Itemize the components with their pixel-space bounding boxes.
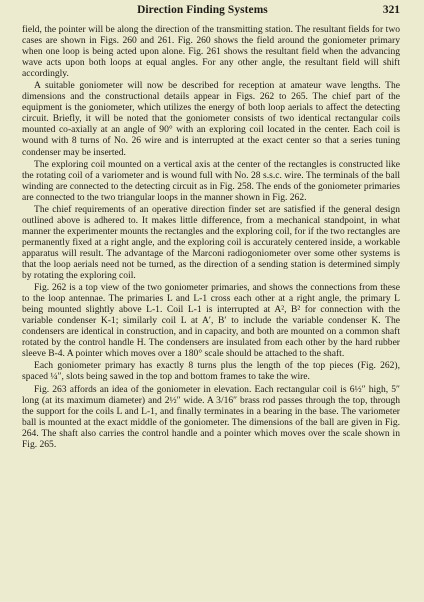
paragraph: The chief requirements of an operative direction finder set are satisfied if the general design outlined above is adhered to. It makes little difference, from a mechanical standpoint, in what manner the experimenter mounts the rectangles and the exploring coil, for if the two rectangles are permanently fixed at a right angle, and the exploring coil is accurately centered inside, a workable apparatus will result. The advantage of the Marconi radiogoniometer over some other systems is that the loop aerials need not be turned, as the direction of a sending station is determined simply by rotating the exploring coil.	[22, 203, 400, 282]
paragraph: field, the pointer will be along the direction of the transmitting station. The resultant fields for two cases are shown in Figs. 260 and 261. Fig. 260 shows the field around the goniometer primary when one loop is being acted upon alone. Fig. 261 shows the resultant field when the advancing wave acts upon both loops at equal angles. For any other angle, the resultant field will shift accordingly.	[22, 24, 400, 80]
page-number: 321	[382, 4, 400, 16]
body-text	[22, 24, 400, 450]
running-header	[22, 4, 400, 24]
paragraph: Fig. 263 affords an idea of the goniometer in elevation. Each rectangular coil is 6½″ high, 5″ long (at its maximum diameter) and 2½″ wide. A 3/16″ brass rod passes through the top, through the support for the coils L and L-1, and finally terminates in a bearing in the base. The variometer ball is mounted at the exact middle of the goniometer. The dimensions of the ball are given in Fig. 264. The shaft also carries the control handle and a pointer which moves over the scale shown in Fig. 265.	[22, 383, 400, 450]
paragraph: Each goniometer primary has exactly 8 turns plus the length of the top pieces (Fig. 262), spaced ¼″, slots being sawed in the top and bottom frames to take the wire.	[22, 360, 400, 383]
paragraph: The exploring coil mounted on a vertical axis at the center of the rectangles is constructed like the rotating coil of a variometer and is wound full with No. 28 s.s.c. wire. The terminals of the ball winding are connected to the detecting circuit as in Fig. 258. The ends of the goniometer primaries are connected to the two triangular loops in the manner shown in Fig. 262.	[22, 158, 400, 203]
paragraph: Fig. 262 is a top view of the two goniometer primaries, and shows the connections from these to the loop antennae. The primaries L and L-1 cross each other at a right angle, the primary L being mounted slightly above L-1. Coil L-1 is interrupted at A², B² for connection with the variable condenser K-1; similarly coil L at A′, B′ to include the variable condenser K. The condensers are identical in construction, and in capacity, and both are mounted on a common shaft rotated by the control handle H. The condensers are insulated from each other by the hard rubber sleeve B-4. A pointer which moves over a 180° scale should be attached to the shaft.	[22, 282, 400, 360]
paragraph: A suitable goniometer will now be described for reception at amateur wave lengths. The dimensions and the constructional details appear in Figs. 262 to 265. The chief part of the equipment is the goniometer, which utilizes the energy of both loop aerials to affect the detecting circuit. Briefly, it will be noted that the goniometer consists of two identical rectangular coils mounted co-axially at an angle of 90° with an exploring coil located in the center. Each coil is wound with 8 turns of No. 26 wire and is interrupted at the exact center so that a series tuning condenser may be inserted.	[22, 80, 400, 158]
chapter-title: Direction Finding Systems	[137, 4, 268, 16]
